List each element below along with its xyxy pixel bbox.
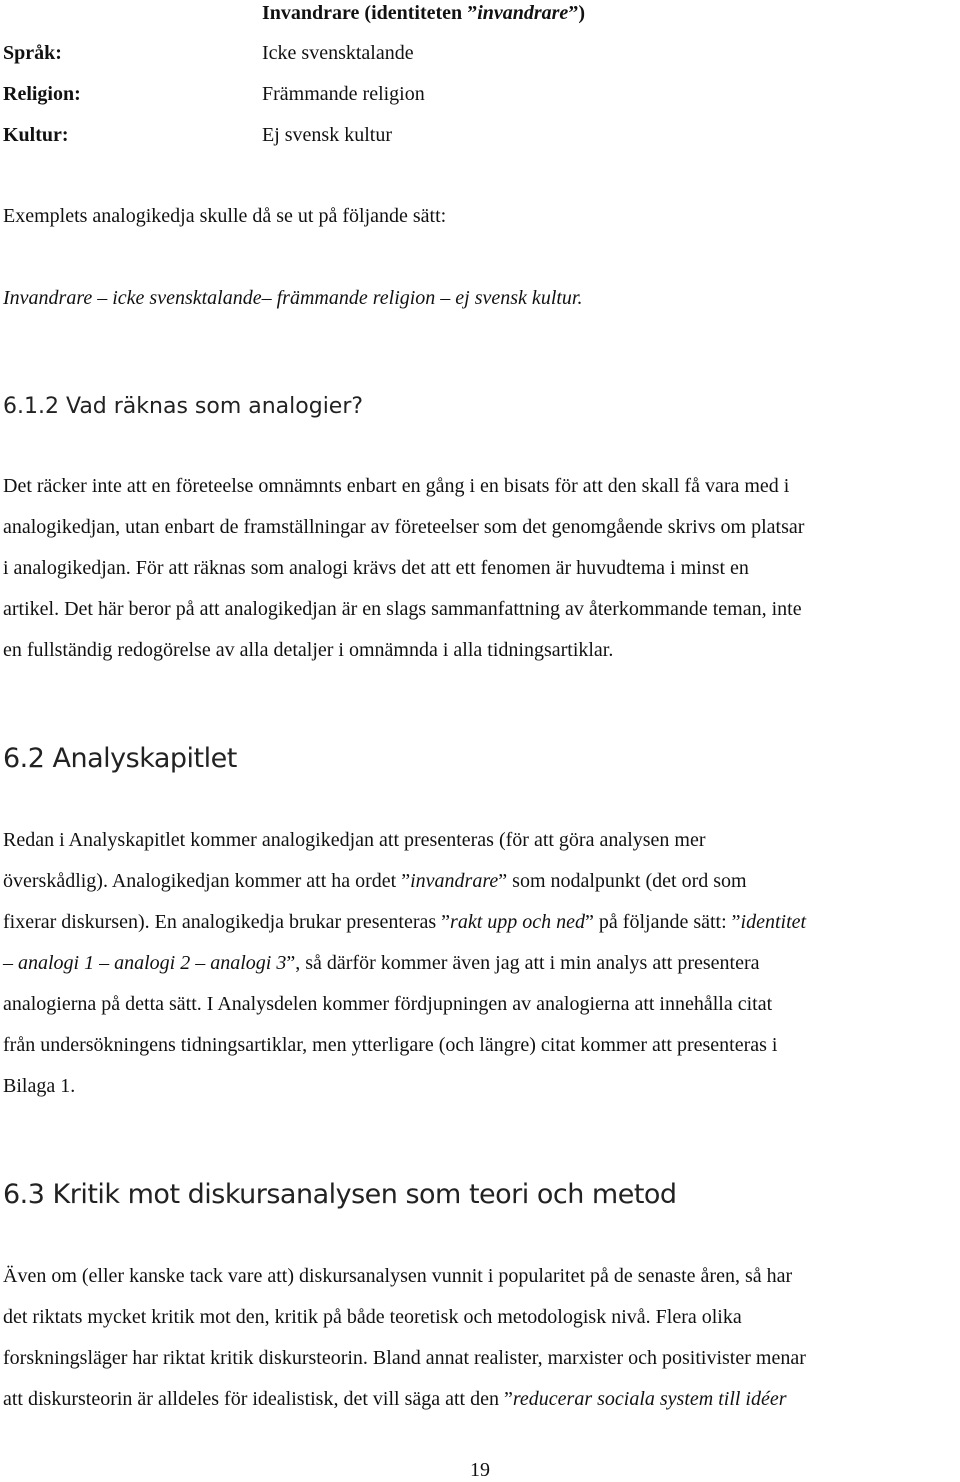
- paragraph-line: att diskursteorin är alldeles för idealistisk, det vill säga att den ”reducerar sociala system till idéer: [3, 1388, 787, 1410]
- paragraph-line: analogikedjan, utan enbart de framställningar av företeelser som det genomgående skrivs om platsar: [3, 516, 805, 538]
- paragraph-line: – analogi 1 – analogi 2 – analogi 3”, så därför kommer även jag att i min analys att presentera: [3, 952, 760, 974]
- paragraph-line: i analogikedjan. För att räknas som analogi krävs det att ett fenomen är huvudtema i minst en: [3, 557, 749, 579]
- text-run: , så därför kommer även jag att i min analys att presentera: [295, 952, 760, 974]
- paragraph-line: artikel. Det här beror på att analogikedjan är en slags sammanfattning av återkommande teman, inte: [3, 598, 802, 620]
- section-62-paragraph: [3, 820, 958, 1107]
- paragraph-line: det riktats mycket kritik mot den, kritik på både teoretisk och metodologisk nivå. Flera olika: [3, 1306, 742, 1328]
- section-63-paragraph: [3, 1256, 958, 1420]
- paragraph-line: från undersökningens tidningsartiklar, men ytterligare (och längre) citat kommer att presenteras i: [3, 1034, 778, 1056]
- text-run: överskådlig). Analogikedjan kommer att ha ordet: [3, 870, 402, 892]
- row-value-kultur: Ej svensk kultur: [262, 124, 392, 146]
- section-62-heading: 6.2 Analyskapitlet: [3, 743, 237, 774]
- text-run: fixerar diskursen). En analogikedja brukar presenteras: [3, 911, 442, 933]
- row-value-sprak: Icke svensktalande: [262, 42, 414, 64]
- example-chain: Invandrare – icke svensktalande– främmande religion – ej svensk kultur.: [3, 287, 583, 309]
- section-612-heading: 6.1.2 Vad räknas som analogier?: [3, 394, 364, 419]
- row-value-religion: Främmande religion: [262, 83, 425, 105]
- term-identitet: identitet: [740, 911, 807, 933]
- example-intro: Exemplets analogikedja skulle då se ut på följande sätt:: [3, 205, 447, 227]
- page-number: 19: [470, 1459, 490, 1481]
- section-612-paragraph: [3, 466, 958, 671]
- header-title-term: invandrare: [477, 2, 569, 24]
- paragraph-line: analogierna på detta sätt. I Analysdelen kommer fördjupningen av analogierna att innehålla citat: [3, 993, 773, 1015]
- text-run: på följande sätt:: [593, 911, 732, 933]
- text-run: som nodalpunkt (det ord som: [507, 870, 747, 892]
- row-label-religion: Religion:: [3, 83, 81, 105]
- term-analogi-chain: – analogi 1 – analogi 2 – analogi 3: [3, 952, 287, 974]
- paragraph-line: fixerar diskursen). En analogikedja brukar presenteras ”rakt upp och ned” på följande sätt: ”identitet: [3, 911, 807, 933]
- row-label-sprak: Språk:: [3, 42, 62, 64]
- term-rakt-upp: rakt upp och ned: [450, 911, 586, 933]
- header-title: Invandrare (identiteten ”invandrare”): [262, 2, 585, 24]
- paragraph-line: Bilaga 1.: [3, 1075, 76, 1097]
- section-63-heading: 6.3 Kritik mot diskursanalysen som teori och metod: [3, 1179, 677, 1210]
- header-title-suffix: ): [578, 2, 585, 24]
- paragraph-line: överskådlig). Analogikedjan kommer att ha ordet ”invandrare” som nodalpunkt (det ord som: [3, 870, 747, 892]
- paragraph-line: Det räcker inte att en företeelse omnämnts enbart en gång i en bisats för att den skall få vara med i: [3, 475, 790, 497]
- term-reducerar: reducerar sociala system till idéer: [512, 1388, 787, 1410]
- paragraph-line: forskningsläger har riktat kritik diskursteorin. Bland annat realister, marxister och positivister menar: [3, 1347, 806, 1369]
- header-title-prefix: Invandrare (identiteten: [262, 2, 468, 24]
- paragraph-line: en fullständig redogörelse av alla detaljer i omnämnda i alla tidningsartiklar.: [3, 639, 614, 661]
- paragraph-line: Även om (eller kanske tack vare att) diskursanalysen vunnit i popularitet på de senaste åren, så har: [3, 1265, 793, 1287]
- row-label-kultur: Kultur:: [3, 124, 69, 146]
- text-run: att diskursteorin är alldeles för idealistisk, det vill säga att den: [3, 1388, 504, 1410]
- term-invandrare: invandrare: [410, 870, 499, 892]
- paragraph-line: Redan i Analyskapitlet kommer analogikedjan att presenteras (för att göra analysen mer: [3, 829, 706, 851]
